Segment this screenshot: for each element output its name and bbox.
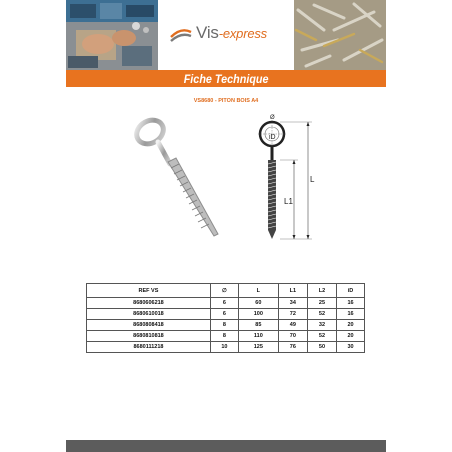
cell-l1: 34 [278, 298, 307, 309]
spec-table [86, 283, 365, 353]
cell-id: 30 [337, 342, 365, 353]
cell-diameter: 10 [210, 342, 238, 353]
cell-diameter: 8 [210, 320, 238, 331]
footer-bar [66, 440, 386, 452]
header-l2: L2 [307, 284, 336, 298]
technical-drawing [250, 112, 320, 247]
table-row [87, 320, 365, 331]
header-diameter: ∅ [210, 284, 238, 298]
cell-ref: 8680606218 [87, 298, 211, 309]
brand-logo-icon [170, 24, 192, 44]
table-row [87, 309, 365, 320]
cell-id: 16 [337, 298, 365, 309]
header-l1: L1 [278, 284, 307, 298]
cell-diameter: 6 [210, 309, 238, 320]
header-id: iD [337, 284, 365, 298]
cell-l2: 52 [307, 331, 336, 342]
cell-id: 16 [337, 309, 365, 320]
table-header-row [87, 284, 365, 298]
cell-l: 85 [238, 320, 278, 331]
cell-diameter: 6 [210, 298, 238, 309]
eye-screw-photo [120, 112, 230, 242]
cell-l2: 52 [307, 309, 336, 320]
cell-l2: 50 [307, 342, 336, 353]
cell-ref: 8680810818 [87, 331, 211, 342]
brand-name [196, 23, 267, 43]
diameter-symbol: Ø [270, 115, 275, 121]
tools-photo-left [66, 0, 158, 70]
header [66, 0, 386, 70]
product-title: VS8680 - PITON BOIS A4 [193, 98, 259, 104]
table-row [87, 342, 365, 353]
id-label: iD [269, 134, 276, 141]
brand [170, 20, 290, 50]
header-ref: REF VS [87, 284, 211, 298]
screws-photo-right [294, 0, 386, 70]
cell-id: 20 [337, 320, 365, 331]
cell-l: 125 [238, 342, 278, 353]
cell-l: 110 [238, 331, 278, 342]
banner-title: Fiche Technique [183, 72, 269, 86]
header-l: L [238, 284, 278, 298]
table-row [87, 331, 365, 342]
cell-l: 100 [238, 309, 278, 320]
table-row [87, 298, 365, 309]
cell-id: 20 [337, 331, 365, 342]
banner [66, 70, 386, 87]
cell-ref: 8680808418 [87, 320, 211, 331]
cell-l1: 72 [278, 309, 307, 320]
cell-l1: 70 [278, 331, 307, 342]
cell-diameter: 8 [210, 331, 238, 342]
cell-l2: 25 [307, 298, 336, 309]
brand-name-prefix: Vis [196, 23, 219, 42]
l-label: L [310, 175, 315, 184]
brand-name-suffix: -express [218, 26, 267, 41]
cell-ref: 8680111218 [87, 342, 211, 353]
l1-label: L1 [284, 197, 293, 206]
cell-l1: 76 [278, 342, 307, 353]
cell-l: 60 [238, 298, 278, 309]
cell-ref: 8680610018 [87, 309, 211, 320]
cell-l2: 32 [307, 320, 336, 331]
cell-l1: 49 [278, 320, 307, 331]
